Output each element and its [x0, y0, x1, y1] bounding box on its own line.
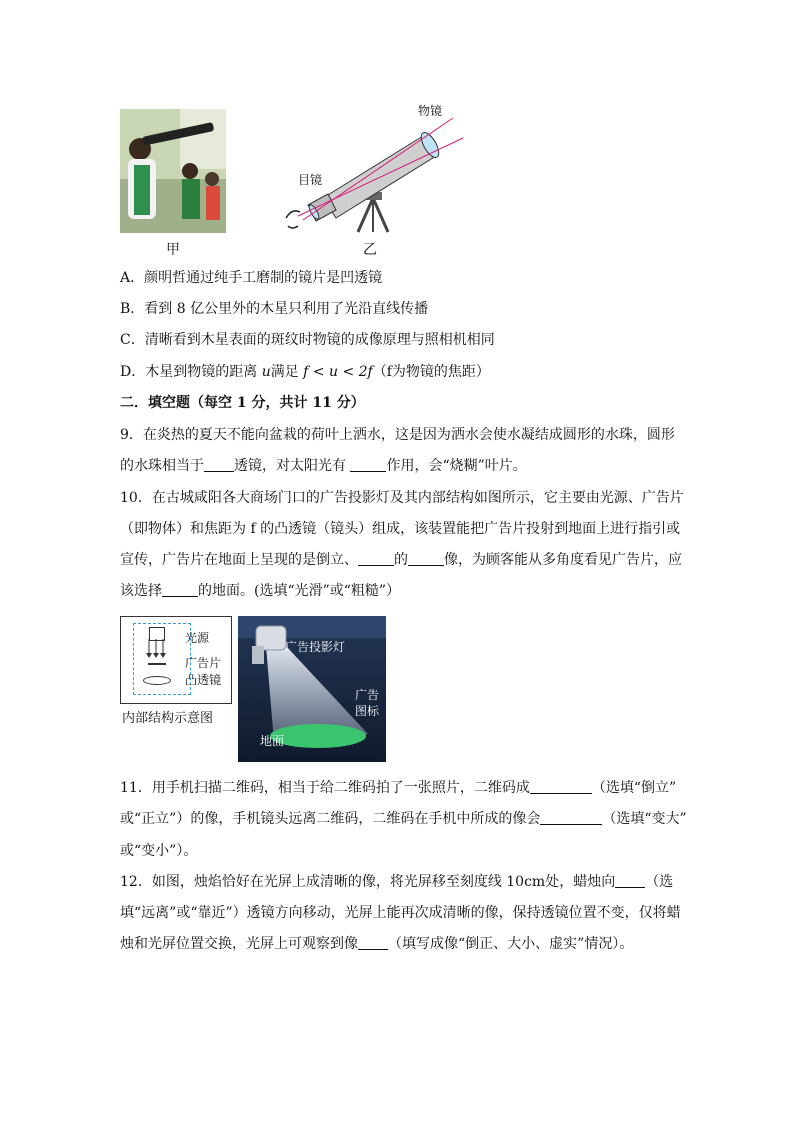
q8-option-b: B．看到 8 亿公里外的木星只利用了光沿直线传播: [120, 301, 429, 317]
ground-label: 地面: [260, 734, 285, 748]
film-label: 广告片: [185, 656, 222, 670]
section-title: 二．填空题（每空 1 分，共计 11 分）: [120, 395, 365, 411]
q8-option-c: C．清晰看到木星表面的斑纹时物镜的成像原理与照相机相同: [120, 332, 495, 348]
figure-caption-left: 甲: [166, 242, 180, 258]
q9-line-2: [120, 456, 527, 476]
inner-structure-caption: 内部结构示意图: [122, 711, 214, 726]
light-source-label: 光源: [185, 631, 210, 645]
q10-text-4: 该选择: [120, 583, 162, 599]
projector-label: 广告投影灯: [285, 640, 346, 654]
q10-line-4: [120, 581, 400, 601]
q9-text-3: 作用，会“烧糊”叶片。: [386, 458, 527, 474]
q8-option-d-text-post: （f为物镜的焦距）: [372, 364, 490, 380]
light-arrows-icon: [141, 639, 171, 659]
q12-text-3: 烛和光屏位置交换，光屏上可观察到像: [120, 936, 358, 952]
q8-option-d: [120, 362, 490, 382]
q10-text-2: 的: [394, 552, 408, 568]
q9-blank-1[interactable]: [204, 457, 234, 472]
q10-text-5: 的地面。(选填“光滑”或“粗糙”）: [198, 583, 401, 599]
q8-option-d-text-mid: 满足: [270, 364, 304, 380]
q11-blank-1[interactable]: [530, 779, 592, 794]
logo-label-line2: 图标: [355, 704, 380, 718]
q9-blank-2[interactable]: [350, 457, 386, 472]
q8-option-d-variable: u: [261, 364, 271, 380]
q11-line-2: [120, 809, 687, 829]
q10-line-1: 10．在古城咸阳各大商场门口的广告投影灯及其内部结构如图所示，它主要由光源、广告片: [120, 490, 684, 506]
q9-line-1: 9．在炎热的夏天不能向盆栽的荷叶上洒水，这是因为洒水会使水凝结成圆形的水珠，圆形: [120, 427, 675, 443]
q10-blank-3[interactable]: [162, 582, 198, 597]
lens-label: 凸透镜: [185, 673, 222, 687]
q9-text: 的水珠相当于: [120, 458, 204, 474]
logo-label-line1: 广告: [355, 688, 380, 702]
inner-structure-diagram: [120, 616, 232, 704]
q10-blank-1[interactable]: [358, 551, 394, 566]
q12-blank-1[interactable]: [615, 873, 645, 888]
q10-line-3: [120, 550, 682, 570]
q12-line-1: [120, 872, 673, 892]
q11-blank-2[interactable]: [540, 810, 602, 825]
eyepiece-label: 目镜: [298, 173, 323, 187]
q12-text-2: （选: [645, 874, 674, 890]
q12-line-2: 填“远离”或“靠近”）透镜方向移动，光屏上能再次成清晰的像，保持透镜位置不变，仅将蜡: [120, 905, 681, 921]
q10-line-2: （即物体）和焦距为 f 的凸透镜（镜头）组成，该装置能把广告片投射到地面上进行指引或: [120, 521, 681, 537]
q11-text-2: （选填“倒立”: [591, 780, 677, 796]
q11-line-3: 或“变小”）。: [120, 843, 198, 859]
lens-icon: [143, 676, 171, 685]
q9-text-2: 透镜，对太阳光有: [234, 458, 351, 474]
q12-text-4: （填写成像“倒正、大小、虚实”情况）。: [388, 936, 634, 952]
q8-option-d-formula: f < u < 2f: [303, 364, 373, 380]
boy-with-telescope-image: [120, 109, 226, 233]
q12-line-3: [120, 934, 633, 954]
telescope-photo: [120, 109, 226, 233]
q10-text-3: 像，为顾客能从多角度看见广告片，应: [444, 552, 682, 568]
q10-blank-2[interactable]: [408, 551, 444, 566]
q12-text: 12．如图，烛焰恰好在光屏上成清晰的像，将光屏移至刻度线 10cm处，蜡烛向: [120, 874, 616, 890]
q10-text: 宣传，广告片在地面上呈现的是倒立、: [120, 552, 358, 568]
q11-text: 11．用手机扫描二维码，相当于给二维码拍了一张照片，二维码成: [120, 780, 530, 796]
q11-line-1: [120, 778, 676, 798]
objective-lens-label: 物镜: [418, 104, 443, 118]
q8-option-a: A．颜明哲通过纯手工磨制的镜片是凹透镜: [120, 270, 383, 286]
q11-text-4: （选填“变大”: [602, 811, 687, 827]
figure-caption-right: 乙: [363, 242, 377, 258]
q8-option-d-text: D．木星到物镜的距离: [120, 364, 262, 380]
film-icon: [148, 663, 166, 665]
q11-text-3: 或“正立”）的像，手机镜头远离二维码，二维码在手机中所成的像会: [120, 811, 541, 827]
q12-blank-2[interactable]: [358, 935, 388, 950]
